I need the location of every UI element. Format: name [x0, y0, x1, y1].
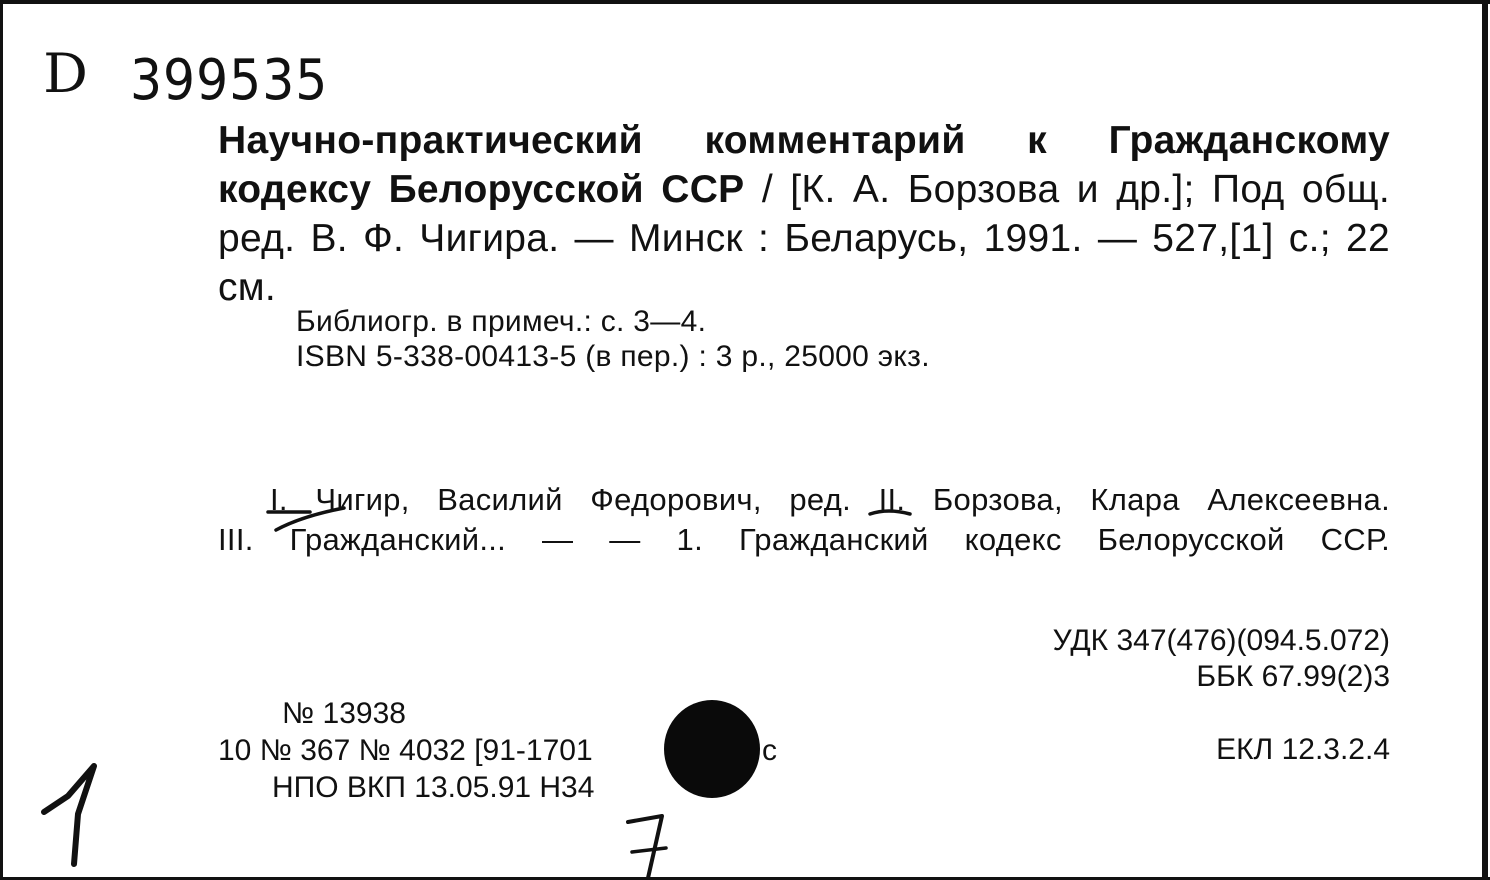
card-edge-left	[0, 0, 3, 880]
tracing-line-1: I. Чигир, Василий Федорович, ред. II. Борзова, Клара Алексеевна.	[270, 482, 1390, 517]
card-edge-top	[0, 0, 1490, 4]
handwritten-letter: D	[43, 42, 88, 105]
handwritten-stroke-icon	[262, 500, 352, 536]
bibliography-note: Библиогр. в примеч.: с. 3—4.	[296, 305, 707, 338]
isbn-note: ISBN 5-338-00413-5 (в пер.) : 3 р., 25000 экз.	[296, 340, 930, 373]
entry-details: / [К. А. Борзова и др.]; Под общ. ред. В. Ф. Чигира. — Минск : Беларусь, 1991. — 527,[1] с.; 22 см.	[218, 168, 1391, 309]
order-number: № 13938	[282, 697, 406, 730]
udk-code: УДК 347(476)(094.5.072)	[1052, 624, 1390, 657]
shelf-number: 399535	[130, 48, 329, 113]
print-line-start: 10 № 367 № 4032 [91-1701	[218, 734, 593, 767]
tracing-line-2: III. Гражданский... — — 1. Гражданский кодекс Белорусской ССР.	[218, 522, 1390, 557]
main-entry	[218, 116, 1390, 312]
handwritten-underline-icon	[866, 504, 916, 520]
print-line-end: с	[762, 734, 777, 767]
npo-line: НПО ВКП 13.05.91 Н34	[272, 771, 595, 804]
handwritten-digit-one-icon	[38, 760, 118, 870]
card-edge-right	[1482, 0, 1488, 880]
tracings	[218, 480, 1390, 560]
book-title: Научно-практический комментарий к Гражданскому кодексу Белорусской ССР	[218, 119, 1390, 211]
ekl-code: ЕКЛ 12.3.2.4	[1216, 733, 1390, 766]
ink-blot	[664, 700, 760, 798]
bbk-code: ББК 67.99(2)3	[1196, 660, 1390, 693]
handwritten-digit-seven-icon	[618, 808, 678, 880]
